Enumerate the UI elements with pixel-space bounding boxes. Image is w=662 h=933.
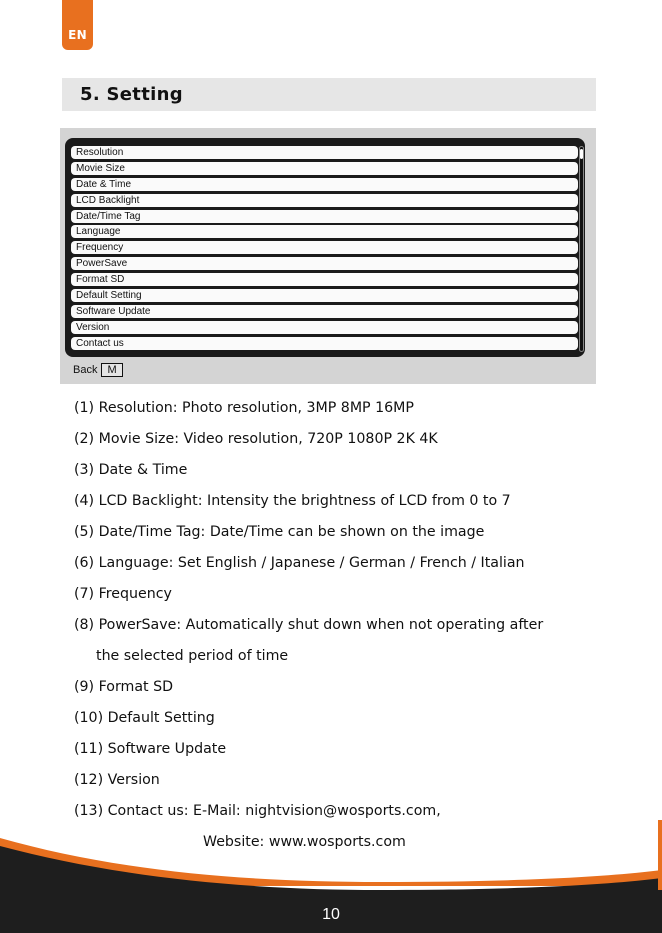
menu-item-default-setting: Default Setting (71, 289, 578, 302)
menu-item-frequency: Frequency (71, 241, 578, 254)
menu-scrollbar (579, 146, 584, 352)
screen-frame (65, 138, 585, 357)
desc-powersave-continued: the selected period of time (96, 648, 289, 664)
menu-item-format-sd: Format SD (71, 273, 578, 286)
desc-contact-us: (13) Contact us: E-Mail: nightvision@wosports.com, (74, 803, 441, 819)
desc-language: (6) Language: Set English / Japanese / German / French / Italian (74, 555, 525, 571)
desc-resolution: (1) Resolution: Photo resolution, 3MP 8MP 16MP (74, 400, 414, 416)
menu-item-movie-size: Movie Size (71, 162, 578, 175)
desc-website: Website: www.wosports.com (203, 834, 406, 850)
footer-right-edge-accent (658, 820, 662, 890)
menu-item-version: Version (71, 321, 578, 334)
desc-date-time: (3) Date & Time (74, 462, 188, 478)
language-tab (62, 0, 93, 50)
settings-descriptions (74, 393, 634, 858)
menu-item-language: Language (71, 225, 578, 238)
menu-item-powersave: PowerSave (71, 257, 578, 270)
desc-version: (12) Version (74, 772, 160, 788)
device-screen-illustration (60, 128, 596, 384)
settings-menu-list (71, 146, 578, 353)
back-key-m: M (101, 363, 122, 377)
desc-software-update: (11) Software Update (74, 741, 227, 757)
menu-item-software-update: Software Update (71, 305, 578, 318)
desc-movie-size: (2) Movie Size: Video resolution, 720P 1080P 2K 4K (74, 431, 438, 447)
desc-frequency: (7) Frequency (74, 586, 172, 602)
page-number: 10 (322, 906, 340, 923)
desc-lcd-backlight: (4) LCD Backlight: Intensity the brightness of LCD from 0 to 7 (74, 493, 511, 509)
language-tab-label: EN (68, 28, 87, 42)
back-label: Back (73, 364, 98, 376)
desc-default-setting: (10) Default Setting (74, 710, 215, 726)
scrollbar-thumb (580, 149, 583, 159)
menu-item-date-time: Date & Time (71, 178, 578, 191)
menu-item-date-time-tag: Date/Time Tag (71, 210, 578, 223)
menu-item-lcd-backlight: LCD Backlight (71, 194, 578, 207)
desc-powersave: (8) PowerSave: Automatically shut down when not operating after (74, 617, 544, 633)
desc-date-time-tag: (5) Date/Time Tag: Date/Time can be shown on the image (74, 524, 485, 540)
menu-item-contact-us: Contact us (71, 337, 578, 350)
menu-item-resolution: Resolution (71, 146, 578, 159)
desc-format-sd: (9) Format SD (74, 679, 174, 695)
section-title: 5. Setting (80, 84, 183, 105)
back-hint (73, 363, 123, 377)
section-header (62, 78, 596, 111)
